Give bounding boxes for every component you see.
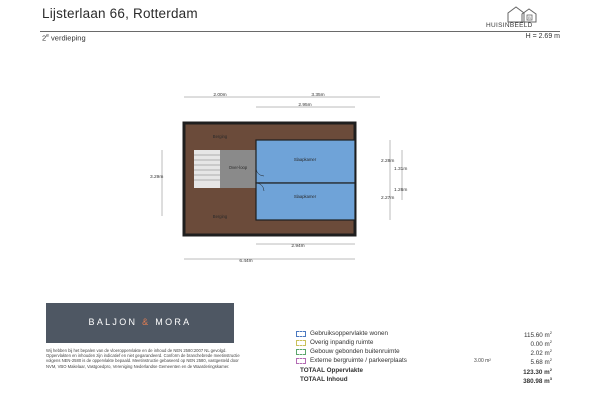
dim-right-top-height: 2.28m	[381, 159, 395, 164]
room-label-bedroom-bottom: Slaapkamer	[293, 194, 317, 199]
brand-name: HUISINBEELD	[486, 22, 533, 29]
legend-total-row: TOTAAL Oppervlakte 123.30 $m^2$	[300, 367, 552, 377]
dim-top-left-width: 2.00m	[213, 93, 227, 98]
legend-row: Overig inpandig ruimte 0.00 $m^2$	[296, 339, 560, 347]
dim-left-height: 3.29m	[150, 175, 164, 180]
floor-plan	[150, 88, 450, 268]
legend-swatch	[296, 331, 306, 337]
room-label-bedroom-top: Slaapkamer	[293, 157, 317, 162]
area-legend	[296, 330, 560, 396]
floor-label: 2e verdieping	[42, 33, 86, 43]
dim-inner-right-bottom: 1.26m	[394, 188, 408, 193]
dim-top-right-width: 3.35m	[311, 93, 325, 98]
legend-row: Gebruiksoppervlakte wonen 115.60 $m^2$	[296, 330, 560, 338]
legend-total-row: TOTAAL Inhoud 380.98 $m^3$	[300, 376, 552, 386]
page-title: Lijsterlaan 66, Rotterdam	[42, 6, 198, 21]
legend-swatch	[296, 349, 306, 355]
company-name: BALJON & MORA	[88, 317, 192, 327]
dim-total-width: 6.44m	[239, 259, 253, 264]
legend-row: Gebouw gebonden buitenruimte 2.02 $m^2$	[296, 348, 560, 356]
legend-swatch	[296, 358, 306, 364]
svg-text:B: B	[528, 15, 531, 21]
room-label-attic-top: Berging	[212, 134, 228, 139]
room-label-attic-bottom: Berging	[212, 214, 228, 219]
disclaimer-text: Wij hebben bij het bepalen van de vloeroppervlakte en de inhoud de NEN 2580:2007 NL gevolgd. Oppervlakten en inhouden zijn indicatief en niet gegarandeerd. Conform de branchebrede meetinstructie volgens NEN-2580 is de oppervlakte bepaald. Meetinstructie gebaseerd op NEN 2580, vastgesteld door NVM, VBO Makelaar, Vastgoedpro, Vereniging Nederlandse Gemeenten en de Waarderingskamer.	[46, 348, 240, 369]
dim-inner-top-width: 2.95m	[298, 103, 312, 108]
bedroom-bottom	[256, 183, 355, 220]
dim-right-bottom-height: 2.27m	[381, 196, 395, 201]
dim-inner-bottom-width: 2.94m	[291, 244, 305, 249]
stair-area	[194, 150, 220, 188]
ceiling-height: H = 2.69 m	[525, 33, 560, 40]
legend-swatch	[296, 340, 306, 346]
header-divider	[40, 31, 560, 32]
room-label-landing: Over-loop	[228, 165, 248, 170]
dim-inner-right-top: 1.31m	[394, 167, 408, 172]
legend-row: Externe bergruimte / parkeerplaats 3.00 m² 5.68 $m^2$	[296, 357, 560, 365]
